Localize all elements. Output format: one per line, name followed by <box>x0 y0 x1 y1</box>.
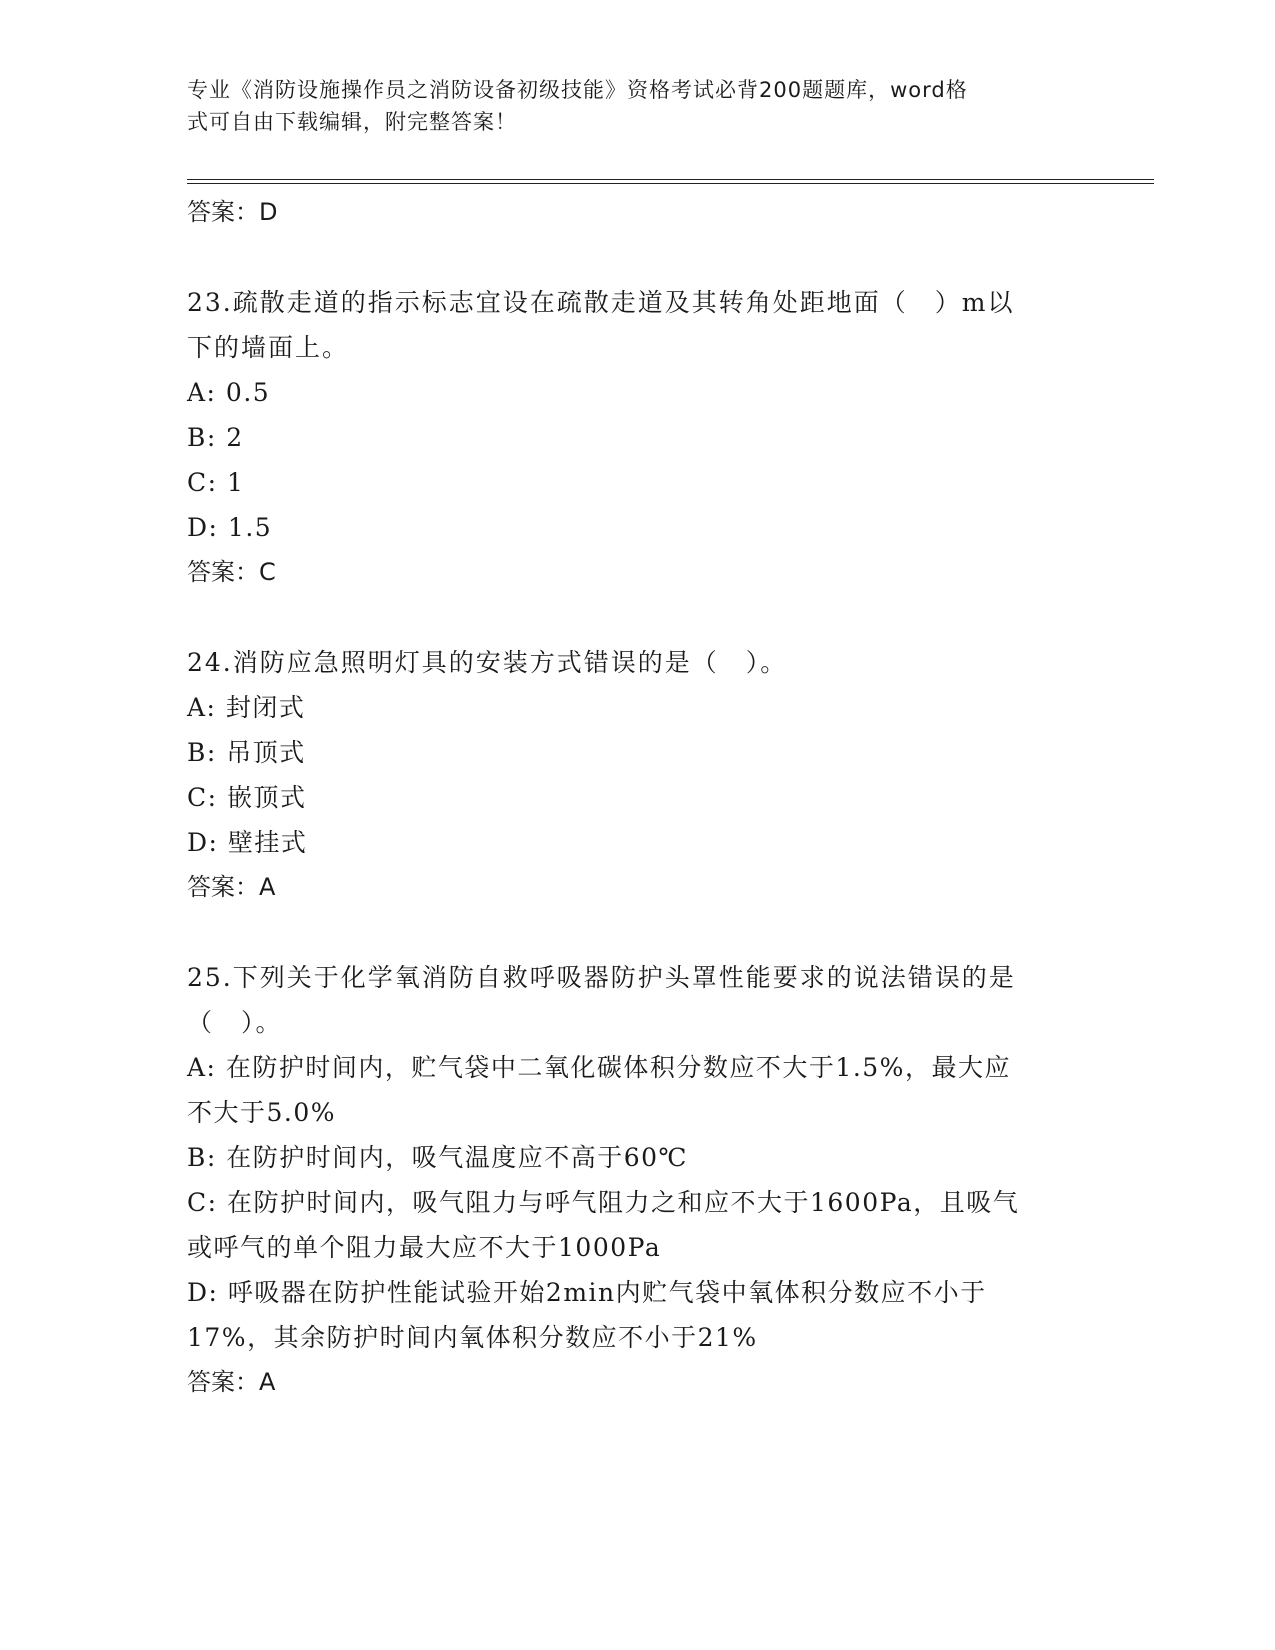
spacer <box>187 910 1087 955</box>
option-a: A: 0.5 <box>187 378 271 407</box>
question-text: 24.消防应急照明灯具的安装方式错误的是（ ）。 <box>187 648 788 677</box>
document-header <box>187 74 1067 138</box>
option-d: D: 1.5 <box>187 513 273 542</box>
header-title-line-1: 专业《消防设施操作员之消防设备初级技能》资格考试必背200题题库，word格 <box>187 78 968 102</box>
document-body <box>187 190 1087 1405</box>
spacer <box>187 595 1087 640</box>
answer: 答案：C <box>187 558 276 586</box>
answer: 答案：A <box>187 1368 276 1396</box>
header-divider <box>187 179 1154 184</box>
question-24 <box>187 640 1087 910</box>
answer: 答案：A <box>187 873 276 901</box>
question-text: 25.下列关于化学氧消防自救呼吸器防护头罩性能要求的说法错误的是 <box>187 963 1016 992</box>
option-c: C: 在防护时间内，吸气阻力与呼气阻力之和应不大于1600Pa，且吸气 <box>187 1188 1020 1217</box>
option-c-continued: 或呼气的单个阻力最大应不大于1000Pa <box>187 1233 662 1262</box>
option-a-continued: 不大于5.0% <box>187 1098 337 1127</box>
previous-answer: 答案：D <box>187 198 278 226</box>
option-d: D: 呼吸器在防护性能试验开始2min内贮气袋中氧体积分数应不小于 <box>187 1278 987 1307</box>
option-c: C: 1 <box>187 468 245 497</box>
question-23 <box>187 280 1087 595</box>
option-b: B: 在防护时间内，吸气温度应不高于60℃ <box>187 1143 689 1172</box>
question-text-continued: 下的墙面上。 <box>187 333 350 362</box>
option-d: D: 壁挂式 <box>187 828 308 857</box>
option-a: A: 在防护时间内，贮气袋中二氧化碳体积分数应不大于1.5%，最大应 <box>187 1053 1011 1082</box>
question-text: 23.疏散走道的指示标志宜设在疏散走道及其转角处距地面（ ）m以 <box>187 288 1015 317</box>
option-d-continued: 17%，其余防护时间内氧体积分数应不小于21% <box>187 1323 758 1352</box>
option-a: A: 封闭式 <box>187 693 306 722</box>
header-title-line-2: 式可自由下载编辑，附完整答案！ <box>187 110 517 134</box>
question-text-continued: （ ）。 <box>187 1008 283 1037</box>
option-b: B: 2 <box>187 423 244 452</box>
option-c: C: 嵌顶式 <box>187 783 307 812</box>
spacer <box>187 235 1087 280</box>
option-b: B: 吊顶式 <box>187 738 306 767</box>
question-25 <box>187 955 1087 1405</box>
